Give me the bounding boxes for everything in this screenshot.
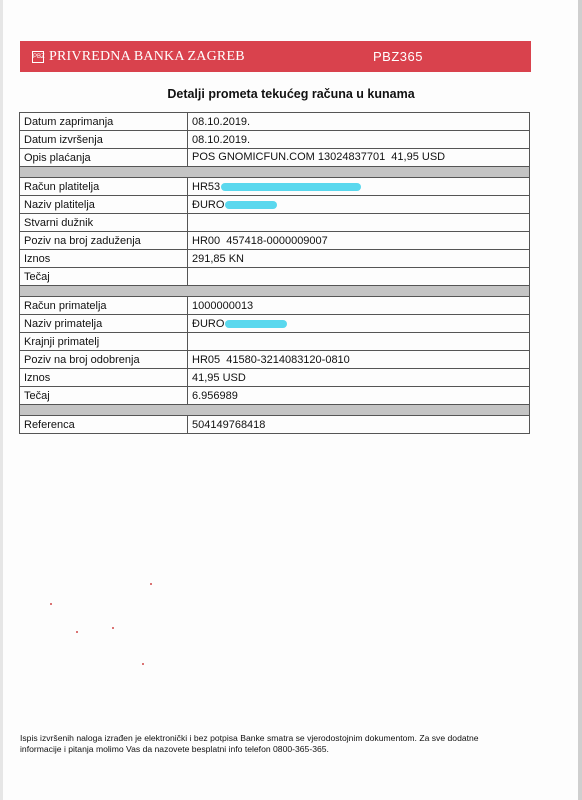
row-label: Iznos (20, 369, 188, 387)
bank-logo-icon: PBZ (32, 51, 44, 63)
row-value: 6.956989 (188, 387, 530, 405)
payment-description-cell (188, 149, 530, 167)
row-value: HR05 41580-3214083120-0810 (188, 351, 530, 369)
row-value: 08.10.2019. (188, 113, 530, 131)
scan-edge (0, 0, 3, 800)
footer-note (20, 733, 540, 755)
row-value: 08.10.2019. (188, 131, 530, 149)
row-value-cell (188, 178, 530, 196)
row-label: Referenca (20, 416, 188, 434)
table-row (20, 178, 530, 196)
row-label: Stvarni dužnik (20, 214, 188, 232)
redaction-mark (225, 320, 287, 328)
row-value (188, 268, 530, 286)
section-separator (20, 286, 530, 297)
row-value: 1000000013 (188, 297, 530, 315)
footer-line: informacije i pitanja molimo Vas da nazovete besplatni info telefon 0800-365-365. (20, 744, 329, 754)
row-value: HR00 457418-0000009007 (188, 232, 530, 250)
table-row (20, 369, 530, 387)
section-separator (20, 405, 530, 416)
row-label: Račun platitelja (20, 178, 188, 196)
table-row (20, 113, 530, 131)
brand-label: PBZ365 (373, 49, 423, 64)
row-label: Račun primatelja (20, 297, 188, 315)
table-row (20, 214, 530, 232)
row-value-cell (188, 315, 530, 333)
table-row (20, 131, 530, 149)
scan-speck (142, 663, 144, 665)
table-row (20, 387, 530, 405)
row-value: HR53 (192, 180, 221, 193)
row-label: Naziv platitelja (20, 196, 188, 214)
bank-header (20, 41, 531, 72)
scan-speck (112, 627, 114, 629)
row-label: Datum zaprimanja (20, 113, 188, 131)
row-label: Krajnji primatelj (20, 333, 188, 351)
table-row (20, 232, 530, 250)
row-value: ĐURO (192, 198, 225, 211)
row-value (188, 214, 530, 232)
scan-speck (150, 583, 152, 585)
row-value (188, 333, 530, 351)
document-title: Detalji prometa tekućeg računa u kunama (167, 87, 415, 101)
row-label: Tečaj (20, 387, 188, 405)
redaction-mark (225, 201, 277, 209)
row-value: ĐURO (192, 317, 225, 330)
transaction-details-table (19, 112, 530, 434)
row-label: Poziv na broj zaduženja (20, 232, 188, 250)
redaction-mark (221, 183, 361, 191)
row-label: Naziv primatelja (20, 315, 188, 333)
row-label: Iznos (20, 250, 188, 268)
scan-speck (50, 603, 52, 605)
table-row (20, 250, 530, 268)
row-value-cell (188, 196, 530, 214)
row-label: Tečaj (20, 268, 188, 286)
row-value: 41,95 USD (188, 369, 530, 387)
scan-edge (578, 0, 582, 800)
row-label: Opis plaćanja (20, 149, 188, 167)
table-row (20, 149, 530, 167)
row-value: 504149768418 (188, 416, 530, 434)
table-row (20, 315, 530, 333)
row-value: 291,85 KN (188, 250, 530, 268)
scan-speck (76, 631, 78, 633)
bank-name: PRIVREDNA BANKA ZAGREB (49, 48, 245, 64)
table-row (20, 333, 530, 351)
table-row (20, 351, 530, 369)
table-row (20, 297, 530, 315)
footer-line: Ispis izvršenih naloga izrađen je elektronički i bez potpisa Banke smatra se vjerodostojnim dokumentom. Za sve dodatne (20, 733, 479, 743)
row-label: Datum izvršenja (20, 131, 188, 149)
table-row (20, 416, 530, 434)
table-row (20, 268, 530, 286)
payment-description: POS GNOMICFUN.COM 13024837701 41,95 USD (192, 151, 446, 163)
section-separator (20, 167, 530, 178)
table-row (20, 196, 530, 214)
row-label: Poziv na broj odobrenja (20, 351, 188, 369)
